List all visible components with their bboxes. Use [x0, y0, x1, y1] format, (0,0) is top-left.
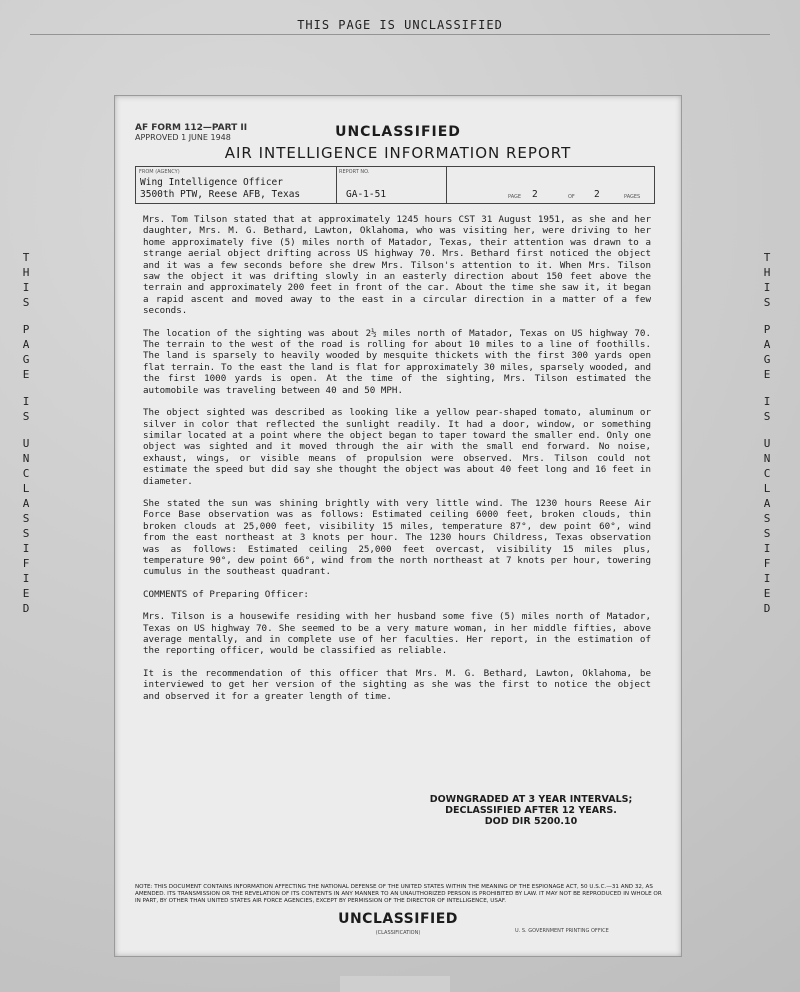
report-number: GA-1-51	[346, 189, 387, 200]
side-label-char: H	[763, 266, 771, 279]
paragraph-location: The location of the sighting was about 2½ miles north of Matador, Texas on US highway 70. The terrain to the west of the road is rolling for about 10 miles to a line of foothills. The land is sparsely to heavily wooded by mesquite thickets with the first 300 yards open flat terrain. To the east the land is flat for approximately 30 miles, sparsely wooded, and the first 1000 yards is open. At the time of the sighting, Mrs. Tilson estimated the automobile was traveling between 40 and 50 MPH.	[143, 327, 651, 396]
side-label-char	[14, 424, 38, 436]
side-label-char: E	[763, 368, 771, 381]
side-label-char: I	[22, 542, 30, 555]
page-label: PAGE	[508, 194, 522, 200]
side-label-char: N	[22, 452, 30, 465]
side-label-char: G	[22, 353, 30, 366]
side-label-char: I	[22, 395, 30, 408]
gpo-imprint: U. S. GOVERNMENT PRINTING OFFICE	[515, 928, 609, 934]
side-label-char: E	[22, 368, 30, 381]
classification-bottom: UNCLASSIFIED	[338, 911, 458, 927]
downgrade-stamp	[411, 794, 651, 827]
side-label-char: S	[763, 410, 771, 423]
from-label: FROM (AGENCY)	[139, 169, 180, 175]
page-cell	[446, 167, 654, 203]
side-label-char: D	[22, 602, 30, 615]
espionage-act-note: NOTE: THIS DOCUMENT CONTAINS INFORMATION AFFECTING THE NATIONAL DEFENSE OF THE UNITED STATES WITHIN THE MEANING OF THE ESPIONAGE ACT, 50 U.S.C.—31 AND 32, AS AMENDED. ITS TRANSMISSION OR THE REVELATION OF ITS CONTENTS IN ANY MANNER TO AN UNAUTHORIZED PERSON IS PROHIBITED BY LAW. IT MAY NOT BE REPRODUCED IN WHOLE OR IN PART, BY OTHER THAN UNITED STATES AIR FORCE AGENCIES, EXCEPT BY PERMISSION OF THE DIRECTOR OF INTELLIGENCE, USAF.	[135, 884, 662, 904]
page-number: 2	[532, 189, 538, 200]
paragraph-witness-assessment: Mrs. Tilson is a housewife residing with her husband some five (5) miles north of Matador, Texas on US highway 70. She seemed to be a very mature woman, in her middle fifties, above average mentally, and in complete use of her faculties. Her report, in the estimation of the reporting officer, would be classified as reliable.	[143, 611, 651, 657]
side-label-char: A	[763, 497, 771, 510]
side-label-char	[755, 382, 779, 394]
side-label-char: H	[22, 266, 30, 279]
side-label-char: P	[763, 323, 771, 336]
side-label-char: S	[763, 527, 771, 540]
report-form	[114, 95, 682, 957]
side-label-char	[14, 382, 38, 394]
paragraph-description: The object sighted was described as looking like a yellow pear-shaped tomato, aluminum or silver in color that reflected the sunlight readily. It had a door, window, or something similar located at a point where the object began to taper toward the smaller end. Only one object was sighted and it moved through the air with the small end forward. No noise, exhaust, wings, or visible means of propulsion were observed. Mrs. Tilson could not estimate the speed but did say she thought the object was about 40 feet long and 16 feet in diameter.	[143, 407, 651, 487]
right-side-label	[755, 250, 779, 616]
classification-caption: (CLASSIFICATION)	[375, 930, 421, 936]
side-label-char: C	[763, 467, 771, 480]
side-label-char: I	[22, 281, 30, 294]
side-label-char: S	[22, 410, 30, 423]
of-label: OF	[568, 194, 575, 200]
side-label-char: I	[763, 281, 771, 294]
side-label-char: S	[763, 512, 771, 525]
form-number-text: AF FORM 112—PART II	[135, 123, 248, 133]
side-label-char: A	[22, 338, 30, 351]
from-line-2: 3500th PTW, Reese AFB, Texas	[140, 189, 301, 200]
side-label-char: T	[22, 251, 30, 264]
paragraph-weather: She stated the sun was shining brightly with very little wind. The 1230 hours Reese Air Force Base observation was as follows: Estimated ceiling 6000 feet, broken clouds, thin broken clouds at 25,000 feet, visibility 15 miles, temperature 87°, dew point 60°, wind from the east northeast at 3 knots per hour. The 1230 hours Childress, Texas observation was as follows: Estimated ceiling 25,000 feet overcast, visibility 15 miles plus, temperature 90°, dew point 66°, wind from the north northeast at 7 knots per hour, towering cumulus in the southeast quadrant.	[143, 497, 651, 578]
pages-label: PAGES	[624, 194, 641, 200]
side-label-char: S	[22, 296, 30, 309]
paragraph-recommendation: It is the recommendation of this officer that Mrs. M. G. Bethard, Lawton, Oklahoma, be interviewed to get her version of the sighting as she was the first to notice the object and observed it for a greater length of time.	[143, 667, 651, 702]
classification-top: UNCLASSIFIED	[335, 124, 461, 140]
side-label-char: N	[763, 452, 771, 465]
left-side-label	[14, 250, 38, 616]
report-no-cell	[336, 167, 447, 203]
side-label-char: F	[763, 557, 771, 570]
side-label-char: I	[763, 572, 771, 585]
report-title: AIR INTELLIGENCE INFORMATION REPORT	[224, 144, 572, 162]
report-body	[143, 214, 651, 713]
side-label-char: A	[763, 338, 771, 351]
side-label-char: T	[763, 251, 771, 264]
side-label-char: E	[22, 587, 30, 600]
side-label-char: D	[763, 602, 771, 615]
from-line-1: Wing Intelligence Officer	[140, 177, 283, 188]
side-label-char: G	[763, 353, 771, 366]
side-label-char	[755, 310, 779, 322]
report-no-label: REPORT NO.	[339, 169, 370, 175]
downgrade-line-1: DOWNGRADED AT 3 YEAR INTERVALS;	[429, 794, 633, 805]
side-label-char: U	[22, 437, 30, 450]
report-header-box	[135, 166, 655, 204]
side-label-char: I	[763, 395, 771, 408]
page-total: 2	[594, 189, 600, 200]
downgrade-line-2: DECLASSIFIED AFTER 12 YEARS.	[445, 805, 617, 816]
side-label-char	[755, 424, 779, 436]
side-label-char: L	[22, 482, 30, 495]
side-label-char: S	[763, 296, 771, 309]
comments-heading: COMMENTS of Preparing Officer:	[143, 588, 309, 600]
side-label-char: P	[22, 323, 30, 336]
from-cell	[136, 167, 337, 203]
side-label-char	[14, 310, 38, 322]
banner-divider	[30, 34, 770, 35]
form-approved-text: APPROVED 1 JUNE 1948	[135, 133, 231, 142]
side-label-char: L	[763, 482, 771, 495]
side-label-char: C	[22, 467, 30, 480]
downgrade-line-3: DOD DIR 5200.10	[484, 816, 578, 827]
side-label-char: S	[22, 527, 30, 540]
side-label-char: F	[22, 557, 30, 570]
side-label-char: I	[22, 572, 30, 585]
side-label-char: A	[22, 497, 30, 510]
side-label-char: I	[763, 542, 771, 555]
scan-edge-tab	[340, 976, 450, 992]
page-classification-banner: THIS PAGE IS UNCLASSIFIED	[297, 18, 503, 32]
side-label-char: S	[22, 512, 30, 525]
side-label-char: U	[763, 437, 771, 450]
side-label-char: E	[763, 587, 771, 600]
paragraph-sighting: Mrs. Tom Tilson stated that at approximately 1245 hours CST 31 August 1951, as she and her daughter, Mrs. M. G. Bethard, Lawton, Oklahoma, who was visiting her, were driving to her home approximately five (5) miles north of Matador, Texas, their attention was drawn to a strange aerial object drifting across US highway 70. Mrs. Bethard first noticed the object and it was a few seconds before she drew Mrs. Tilson's attention to it. When Mrs. Tilson saw the object it was drifting slowly in an easterly direction about 150 feet above the terrain and approximately 200 feet in front of the car. About the time she saw it, it began a rapid ascent and moved away to the east in a circular direction in a matter of a few seconds.	[143, 214, 651, 317]
